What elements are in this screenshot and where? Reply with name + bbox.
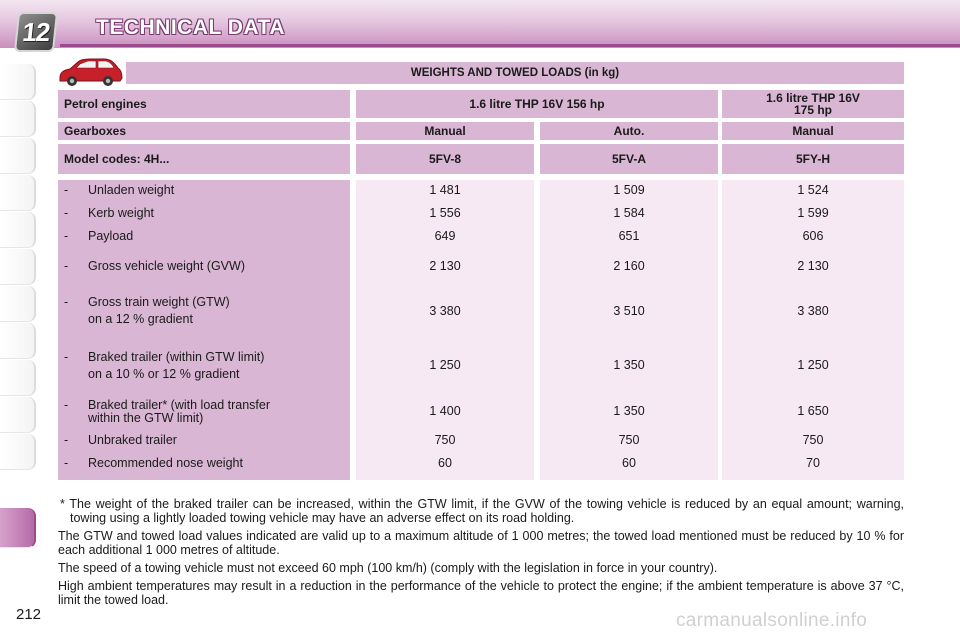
chapter-tab[interactable] [0,175,36,211]
row-dash: - [64,295,69,309]
note-speed: The speed of a towing vehicle must not exceed 60 mph (100 km/h) (comply with the legislation in force in your country). [58,561,718,575]
table-row [64,295,354,331]
chapter-tab[interactable] [0,360,36,396]
row-value: 3 380 [797,304,829,318]
row-value: 1 650 [797,404,829,418]
chapter-tabs [0,64,40,584]
chapter-number: 12 [21,16,52,47]
model-code-2: 5FV-A [540,144,718,174]
row-value: 750 [802,433,824,447]
gearbox-1: Manual [356,122,534,140]
model-code-1: 5FV-8 [356,144,534,174]
row-value: 1 599 [797,206,829,220]
chapter-tab[interactable] [0,138,36,174]
row-value: 651 [618,229,640,243]
chapter-tab[interactable] [0,64,36,100]
table-row [64,229,354,245]
note-altitude: The GTW and towed load values indicated are valid up to a maximum altitude of 1 000 metres; the towed load mentioned must be reduced by 10 % for each additional 1 000 metres of altitude. [58,529,904,557]
watermark: carmanualsonline.info [676,610,868,631]
row-value: 1 509 [613,183,645,197]
row-value: 750 [434,433,456,447]
row-value: 2 130 [797,259,829,273]
row-value: 1 481 [429,183,461,197]
gearbox-label: Gearboxes [58,122,350,140]
row-value: 1 524 [797,183,829,197]
row-value: 606 [802,229,824,243]
row-dash: - [64,433,69,447]
table-row [64,398,354,428]
row-value: 649 [434,229,456,243]
model-code-3: 5FY-H [722,144,904,174]
row-dash: - [64,398,69,412]
row-value: 1 584 [613,206,645,220]
row-value: 60 [622,456,636,470]
gearbox-3: Manual [722,122,904,140]
chapter-tab[interactable] [0,323,36,359]
row-value: 3 510 [613,304,645,318]
row-value: 2 160 [613,259,645,273]
table-row [64,456,354,472]
chapter-title: TECHNICAL DATA [96,16,285,39]
row-value: 70 [806,456,820,470]
row-value: 1 350 [613,404,645,418]
chapter-badge [14,12,58,52]
row-value: 3 380 [429,304,461,318]
engine-label: Petrol engines [58,90,350,118]
row-dash: - [64,229,69,243]
model-label: Model codes: 4H... [58,144,350,174]
row-dash: - [64,259,69,273]
row-label: Gross vehicle weight (GVW) [88,259,245,273]
row-label: Braked trailer (within GTW limit) [88,350,265,364]
row-value: 1 250 [797,358,829,372]
row-label: Kerb weight [88,206,155,220]
table-row [64,433,354,449]
row-label-line2: on a 10 % or 12 % gradient [88,367,240,381]
chapter-tab[interactable] [0,434,36,470]
chapter-tab[interactable] [0,397,36,433]
row-value: 1 556 [429,206,461,220]
row-dash: - [64,183,69,197]
row-value: 60 [438,456,452,470]
row-dash: - [64,350,69,364]
note-temperature: High ambient temperatures may result in a reduction in the performance of the vehicle to protect the engine; if the ambient temperature is above 37 °C, limit the towed load. [58,579,904,607]
chapter-tab[interactable] [0,249,36,285]
chapter-tab[interactable] [0,101,36,137]
header-divider [60,44,960,47]
gearbox-2: Auto. [540,122,718,140]
row-value: 1 250 [429,358,461,372]
chapter-tab-active[interactable] [0,508,36,548]
row-dash: - [64,206,69,220]
table-row [64,206,354,222]
row-label-line2: on a 12 % gradient [88,312,193,326]
row-value: 1 350 [613,358,645,372]
footnote: * The weight of the braked trailer can be increased, within the GTW limit, if the GVW of the towing vehicle is reduced by an equal amount; warning, towing using a lightly loaded towing vehicle may have an adverse effect on its road holding. [60,497,904,525]
table-row [64,350,354,386]
row-label: Unbraked trailer [88,433,177,447]
chapter-tab[interactable] [0,286,36,322]
row-label: Payload [88,229,134,243]
row-dash: - [64,456,69,470]
table-row [64,259,354,275]
engine-2 [722,90,904,118]
page-number: 212 [16,606,42,623]
table-title: WEIGHTS AND TOWED LOADS (in kg) [126,62,904,84]
row-label: Gross train weight (GTW) [88,295,230,309]
notes-section [58,497,904,611]
table-row [64,183,354,199]
row-label: Recommended nose weight [88,456,243,470]
engine-1: 1.6 litre THP 16V 156 hp [356,90,718,118]
car-icon [56,56,124,88]
row-label: Braked trailer* (with load transfer [88,398,271,412]
engine-2-line2: 175 hp [793,103,832,117]
row-value: 2 130 [429,259,461,273]
row-value: 750 [618,433,640,447]
engine-2-line1: 1.6 litre THP 16V [766,91,860,105]
row-value: 1 400 [429,404,461,418]
row-label-line2: within the GTW limit) [88,411,204,425]
row-label: Unladen weight [88,183,175,197]
chapter-tab[interactable] [0,212,36,248]
